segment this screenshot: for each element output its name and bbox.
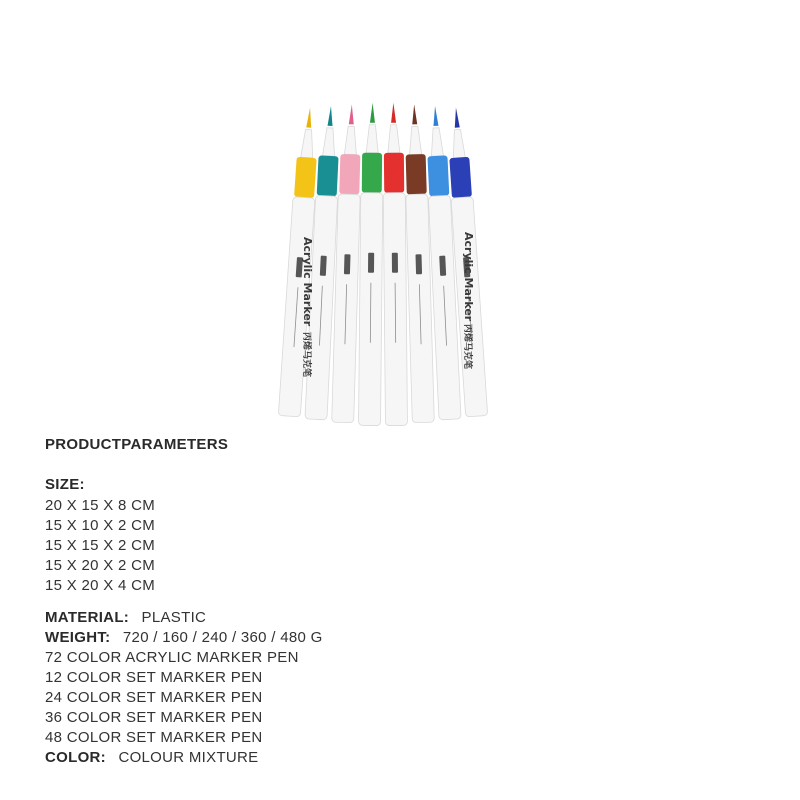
size-value: 20 X 15 X 8 CM — [45, 497, 156, 514]
pen-print-mark — [415, 254, 422, 274]
marker-pen — [403, 104, 434, 423]
size-value: 15 X 10 X 2 CM — [45, 517, 156, 534]
pen-print-mark — [368, 253, 374, 273]
pen-tip — [306, 107, 312, 127]
product-parameters — [45, 434, 765, 768]
pen-nozzle — [344, 126, 357, 154]
pen-print-mark — [392, 253, 398, 273]
pen-nozzle — [430, 128, 443, 157]
size-value: 15 X 15 X 2 CM — [45, 537, 156, 554]
parameters-title: PRODUCTPARAMETERS — [45, 436, 229, 453]
pen-nozzle — [451, 129, 465, 158]
pen-brand-text-cn: 丙烯马克笔 — [301, 332, 311, 378]
pen-color-band — [384, 153, 404, 193]
marker-pen — [359, 103, 384, 426]
pen-brand-text: Acrylic Marker — [301, 237, 314, 327]
marker-pen — [332, 104, 363, 423]
material-value: PLASTIC — [141, 609, 207, 626]
size-value: 15 X 20 X 2 CM — [45, 557, 156, 574]
pen-tip — [391, 103, 396, 123]
pen-color-band — [449, 157, 472, 198]
size-value: 15 X 20 X 4 CM — [45, 577, 156, 594]
pen-tip — [453, 107, 459, 127]
pen-tip — [370, 103, 375, 123]
pen-color-band — [339, 154, 360, 195]
pen-brand-text: Acrylic Marker — [462, 232, 475, 322]
weight-value: 720 / 160 / 240 / 360 / 480 G — [122, 629, 323, 646]
color-value: COLOUR MIXTURE — [118, 749, 259, 766]
material-label: MATERIAL: — [45, 609, 130, 626]
pen-nozzle — [301, 129, 315, 158]
pen-tip — [433, 106, 439, 126]
weight-row — [45, 628, 765, 648]
pen-color-band — [317, 155, 339, 196]
set-option: 72 COLOR ACRYLIC MARKER PEN — [45, 649, 299, 666]
pen-print-mark — [344, 254, 351, 274]
set-option: 48 COLOR SET MARKER PEN — [45, 729, 263, 746]
pen-print-mark — [439, 256, 446, 276]
color-row — [45, 748, 765, 768]
set-option: 12 COLOR SET MARKER PEN — [45, 669, 263, 686]
pen-color-band — [427, 155, 449, 196]
color-label: COLOR: — [45, 749, 106, 766]
set-option: 36 COLOR SET MARKER PEN — [45, 709, 263, 726]
marker-pens-illustration — [270, 92, 530, 437]
pen-brand-text-cn: 丙烯马克笔 — [462, 324, 472, 370]
product-photo — [270, 92, 530, 437]
weight-label: WEIGHT: — [45, 629, 111, 646]
pen-tip — [328, 106, 334, 126]
marker-pen — [382, 103, 407, 426]
pen-color-band — [362, 153, 382, 193]
pen-nozzle — [323, 128, 336, 157]
pen-color-band — [406, 154, 427, 195]
pen-nozzle — [366, 125, 378, 153]
set-option: 24 COLOR SET MARKER PEN — [45, 689, 263, 706]
pen-color-band — [294, 157, 317, 198]
pen-nozzle — [409, 126, 422, 154]
pen-print-mark — [320, 256, 327, 276]
pen-tip — [412, 104, 418, 124]
pen-tip — [349, 104, 355, 124]
pen-nozzle — [388, 125, 400, 153]
size-label: SIZE: — [45, 476, 85, 493]
material-row — [45, 608, 765, 628]
